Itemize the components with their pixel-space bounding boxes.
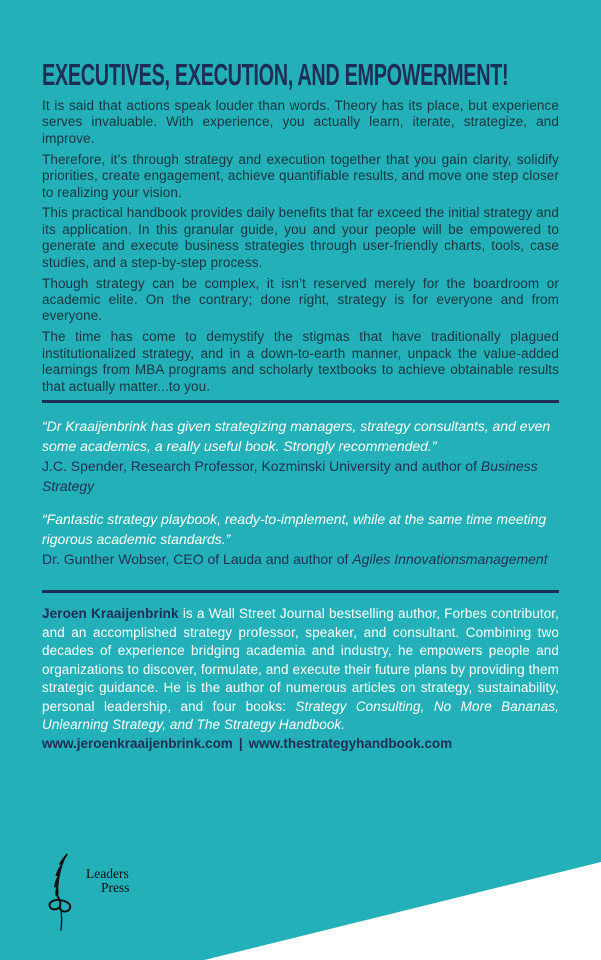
- endorsement-quote: “Fantastic strategy playbook, ready-to-implement, while at the same time meeting rigorous academic standards.”: [42, 510, 547, 547]
- bio-text: is a Wall Street Journal bestselling author, Forbes contributor, and an accomplished strategy professor, speaker, and consultant. Combining two decades of experience bridging academia and industry, he empowers people and organizations to discover, formulate, and execute their future plans by providing them strategic guidance. He is the author of numerous articles on strategy, sustainability, personal leadership, and four books:: [42, 605, 559, 714]
- divider-line: [42, 590, 559, 593]
- quill-icon: [44, 852, 84, 932]
- endorsement-spender: [42, 416, 559, 496]
- attribution-book-title: Business Strategy: [42, 457, 538, 494]
- blurb-paragraph: Though strategy can be complex, it isn’t reserved merely for the boardroom or academic elite. On the contrary; done right, strategy is for everyone and from everyone.: [42, 275, 559, 324]
- publisher-name-line1: Leaders: [86, 866, 129, 881]
- bio-book-titles: Strategy Consulting, No More Bananas, Unlearning Strategy, and The Strategy Handbook.: [42, 698, 560, 733]
- leaders-press-logo: [44, 850, 194, 934]
- blurb-paragraph: The time has come to demystify the stigmas that have traditionally plagued institutionalized strategy, and in a down-to-earth manner, unpack the value-added learnings from MBA programs and scholarly textbooks to achieve obtainable results that actually matter...to you.: [42, 329, 559, 394]
- website-separator: |: [238, 736, 243, 752]
- attribution-book-title: Agiles Innovationsmanagement: [352, 550, 548, 567]
- endorsement-attribution: [42, 549, 559, 569]
- publisher-name: [86, 867, 130, 895]
- endorsement-attribution: [42, 456, 559, 496]
- blurb-paragraph: It is said that actions speak louder than words. Theory has its place, but experience serves invaluable. With experience, you actually learn, iterate, strategize, and improve.: [42, 98, 559, 146]
- cover-content: [42, 0, 559, 754]
- endorsement-wobser: [42, 509, 559, 569]
- blurb-paragraph: This practical handbook provides daily benefits that far exceed the initial strategy and its application. In this granular guide, you and your people will be empowered to generate and execute business strategies through user-friendly charts, tools, case studies, and a step-by-step process.: [42, 205, 559, 270]
- blurb-section: [42, 98, 559, 395]
- endorsement-quote: “Dr Kraaijenbrink has given strategizing managers, strategy consultants, and even some academics, a really useful book. Strongly recommended.”: [42, 417, 551, 454]
- author-bio: [42, 605, 559, 735]
- divider-line: [42, 400, 559, 403]
- attribution-text: J.C. Spender, Research Professor, Kozminski University and author of: [42, 457, 481, 474]
- cover-title: EXECUTIVES, EXECUTION, AND EMPOWERMENT!: [42, 57, 509, 92]
- website-link-thestrategyhandbook: www.thestrategyhandbook.com: [248, 736, 453, 752]
- website-link-jeroenkraaijenbrink: www.jeroenkraaijenbrink.com: [42, 736, 233, 752]
- blurb-paragraph: Therefore, it’s through strategy and execution together that you gain clarity, solidify priorities, create engagement, achieve quantifiable results, and move one step closer to realizing your vision.: [42, 151, 559, 200]
- publisher-name-line2: Press: [101, 880, 130, 895]
- attribution-text: Dr. Gunther Wobser, CEO of Lauda and author of: [42, 550, 353, 567]
- author-websites: [42, 735, 559, 754]
- author-name: Jeroen Kraaijenbrink: [42, 605, 179, 621]
